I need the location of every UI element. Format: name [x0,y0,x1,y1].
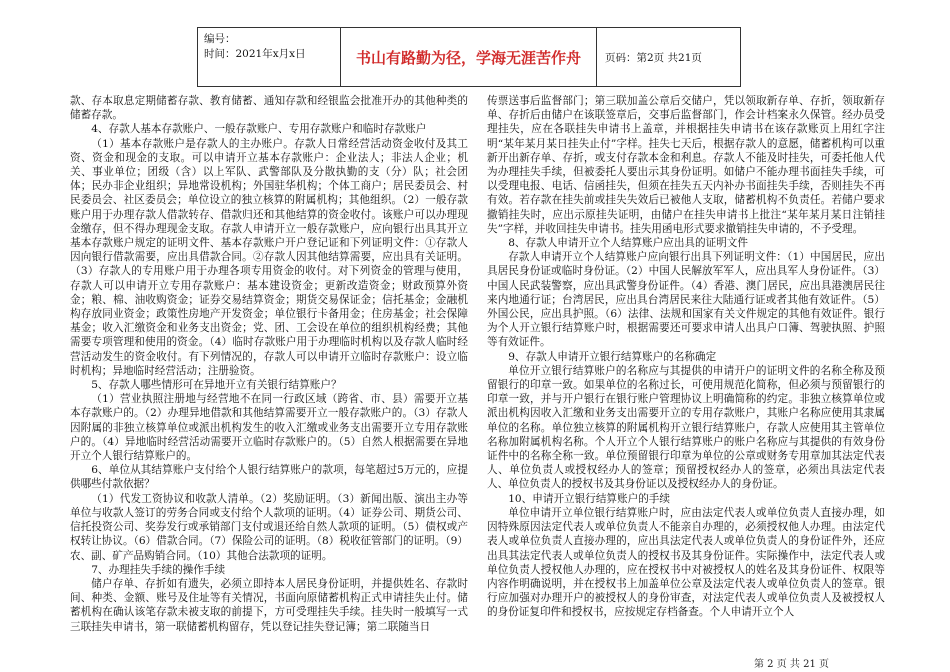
time-label: 时间：2021年x月x日 [204,48,306,60]
code-label: 编号： [204,33,236,45]
paragraph: 9、存款人申请开立银行结算账户的名称确定 [508,350,717,363]
paragraph: 8、存款人申请开立个人结算账户应出具的证明文件 [508,237,748,250]
paragraph: （1）营业执照注册地与经营地不在同一行政区域（跨省、市、县）需要开立基本存款账户的。（2）办理异地借款和其他结算需要开立一般存款账户的。（3）存款人因附属的非独立核算单位或派出机构发生的收入汇缴或业务支出需要开立专用存款账户的。（4）异地临时经营活动需要开立临时存款账户的。（5）自然人根据需要在异地开立个人银行结算账户的。 [70,393,468,463]
paragraph: 储户存单、存折如有遗失，必须立即持本人居民身份证明，并提供姓名、存款时间、种类、金额、账号及住址等有关情况，书面向原储蓄机构正式申请挂失止付。储蓄机构在确认该笔存款未被支取的前提下，方可受理挂失手续。挂失时一般填写一式三联挂失申请书，第一联储蓄机构留存，凭以登记挂失登记簿；第二联随当日 [70,577,468,633]
paragraph: 存款人申请开立个人结算账户应向银行出具下列证明文件：（1）中国居民，应出具居民身份证或临时身份证。（2）中国人民解放军军人，应出具军人身份证件。（3）中国人民武装警察，应出具武警身份证件。（4）香港、澳门居民，应出具港澳居民往来内地通行证；台湾居民，应出具台湾居民来往大陆通行证或者其他有效证件。（5）外国公民，应出具护照。（6）法律、法规和国家有关文件规定的其他有效证件。银行为个人开立银行结算账户时，根据需要还可要求申请人出具户口簿、驾驶执照、护照等有效证件。 [487,251,885,349]
right-column [487,94,885,654]
page-info: 页码：第2页 共21页 [605,51,702,64]
paragraph: （1）代发工资协议和收款人清单。（2）奖励证明。（3）新闻出版、演出主办等单位与收款人签订的劳务合同或支付给个人款项的证明。（4）证券公司、期货公司、信托投资公司、奖券发行或承销部门支付或退还给自然人款项的证明。（5）债权或产权转让协议。（6）借款合同。（7）保险公司的证明。（8）税收征管部门的证明。（9）农、副、矿产品购销合同。（10）其他合法款项的证明。 [70,492,468,562]
paragraph: 单位开立银行结算账户的名称应与其提供的申请开户的证明文件的名称全称及预留银行的印章一致。如果单位的名称过长，可使用规范化简称，但必须与预留银行的印章一致，并与开户银行在银行账户管理协议上明确简称的约定。非独立核算单位或派出机构因收入汇缴和业务支出需要开立的专用存款账户，其账户名称应使用其隶属单位的名称。单位独立核算的附属机构开立银行结算账户，存款人应使用其主管单位名称加附属机构名称。个人开立个人银行结算账户的账户名称应与其提供的有效身份证件中的名称全称一致。单位预留银行印章为单位的公章或财务专用章加其法定代表人、单位负责人或授权经办人的签章；预留授权经办人的签章，必须出具法定代表人、单位负责人的授权书及其身份证以及授权经办人的身份证。 [487,364,885,491]
paragraph: 单位申请开立单位银行结算账户时，应由法定代表人或单位负责人直接办理，如因特殊原因法定代表人或单位负责人不能亲自办理的，必须授权他人办理。由法定代表人或单位负责人直接办理的，应出具法定代表人或单位负责人的身份证件外，还应出具其法定代表人或单位负责人的授权书及其身份证件。实际操作中，法定代表人或单位负责人授权他人办理的，应在授权书中对被授权人的姓名及其身份证件、权限等内容作明确说明，并在授权书上加盖单位公章及法定代表人或单位负责人的签章。银行应加强对办理开户的被授权人的身份审查，对法定代表人或单位负责人及被授权人的身份证复印件和授权书，应按规定存档备查。个人申请开立个人 [487,506,885,619]
paragraph: 6、单位从其结算账户支付给个人银行结算账户的款项，每笔超过5万元的，应提供哪些付款依据？ [70,464,468,491]
paragraph: 传票送事后监督部门；第三联加盖公章后交储户，凭以领取新存单、存折，领取新存单、存折后由储户在该联签章后，交事后监督部门，作会计档案永久保管。经办员受理挂失，应在各联挂失申请书上盖章，并根据挂失申请书在该存款账页上用红字注明“某年某月某日挂失止付”字样。挂失七天后，根据存款人的意愿，储蓄机构可以重新开出新存单、存折，或支付存款本金和利息。存款人不能及时挂失，可委托他人代为办理挂失手续，但被委托人要出示其身份证明。如储户不能办理书面挂失手续，可以受理电报、电话、信函挂失，但须在挂失五天内补办书面挂失手续，否则挂失不再有效。若存款在挂失前或挂失失效后已被他人支取，储蓄机构不负责任。若储户要求撤销挂失时，应出示原挂失证明，由储户在挂失申请书上批注“某年某月某日注销挂失”字样，并收回挂失申请书。挂失用函电形式要求撤销挂失申请的，不予受理。 [487,95,885,235]
paragraph: 7、办理挂失手续的操作手续 [91,563,226,576]
motto-text: 书山有路勤为径，学海无涯苦作舟 [341,28,597,86]
paragraph: 10、申请开立银行结算账户的手续 [508,492,670,505]
left-column [70,94,468,654]
paragraph: 款、存本取息定期储蓄存款、教育储蓄、通知存款和经银监会批准开办的其他种类的储蓄存款。 [70,95,468,122]
header-meta [198,28,341,86]
page-footer: 第 2 页 共 21 页 [754,659,829,670]
paragraph: 4、存款人基本存款账户、一般存款账户、专用存款账户和临时存款账户 [91,123,427,136]
paragraph: 5、存款人哪些情形可在异地开立有关银行结算账户？ [91,379,342,392]
page-header [197,27,741,87]
paragraph: （1）基本存款账户是存款人的主办账户。存款人日常经营活动资金收付及其工资、资金和现金的支取。可以申请开立基本存款账户：企业法人；非法人企业；机关、事业单位；团级（含）以上军队、武警部队及分散执勤的支（分）队；社会团体；民办非企业组织；异地常设机构；外国驻华机构；个体工商户；居民委员会、村民委员会、社区委员会；单位设立的独立核算的附属机构；其他组织。（2）一般存款账户用于办理存款人借款转存、借款归还和其他结算的资金收付。该账户可以办理现金缴存，但不得办理现金支取。存款人申请开立一般存款账户，应向银行出具其开立基本存款账户规定的证明文件、基本存款账户开户登记证和下列证明文件：①存款人因向银行借款需要，应出具借款合同。②存款人因其他结算需要，应出具有关证明。（3）存款人的专用账户用于办理各项专用资金的收付。对下列资金的管理与使用，存款人可以申请开立专用存款账户：基本建设资金；更新改造资金；财政预算外资金；粮、棉、油收购资金；证券交易结算资金；期货交易保证金；信托基金；金融机构存放同业资金；政策性房地产开发资金；单位银行卡备用金；住房基金；社会保障基金；收入汇缴资金和业务支出资金；党、团、工会设在单位的组织机构经费；其他需要专项管理和使用的资金。（4）临时存款账户用于办理临时机构以及存款人临时经营活动发生的资金收付。有下列情况的，存款人可以申请开立临时存款账户：设立临时机构；异地临时经营活动；注册验资。 [70,137,468,377]
